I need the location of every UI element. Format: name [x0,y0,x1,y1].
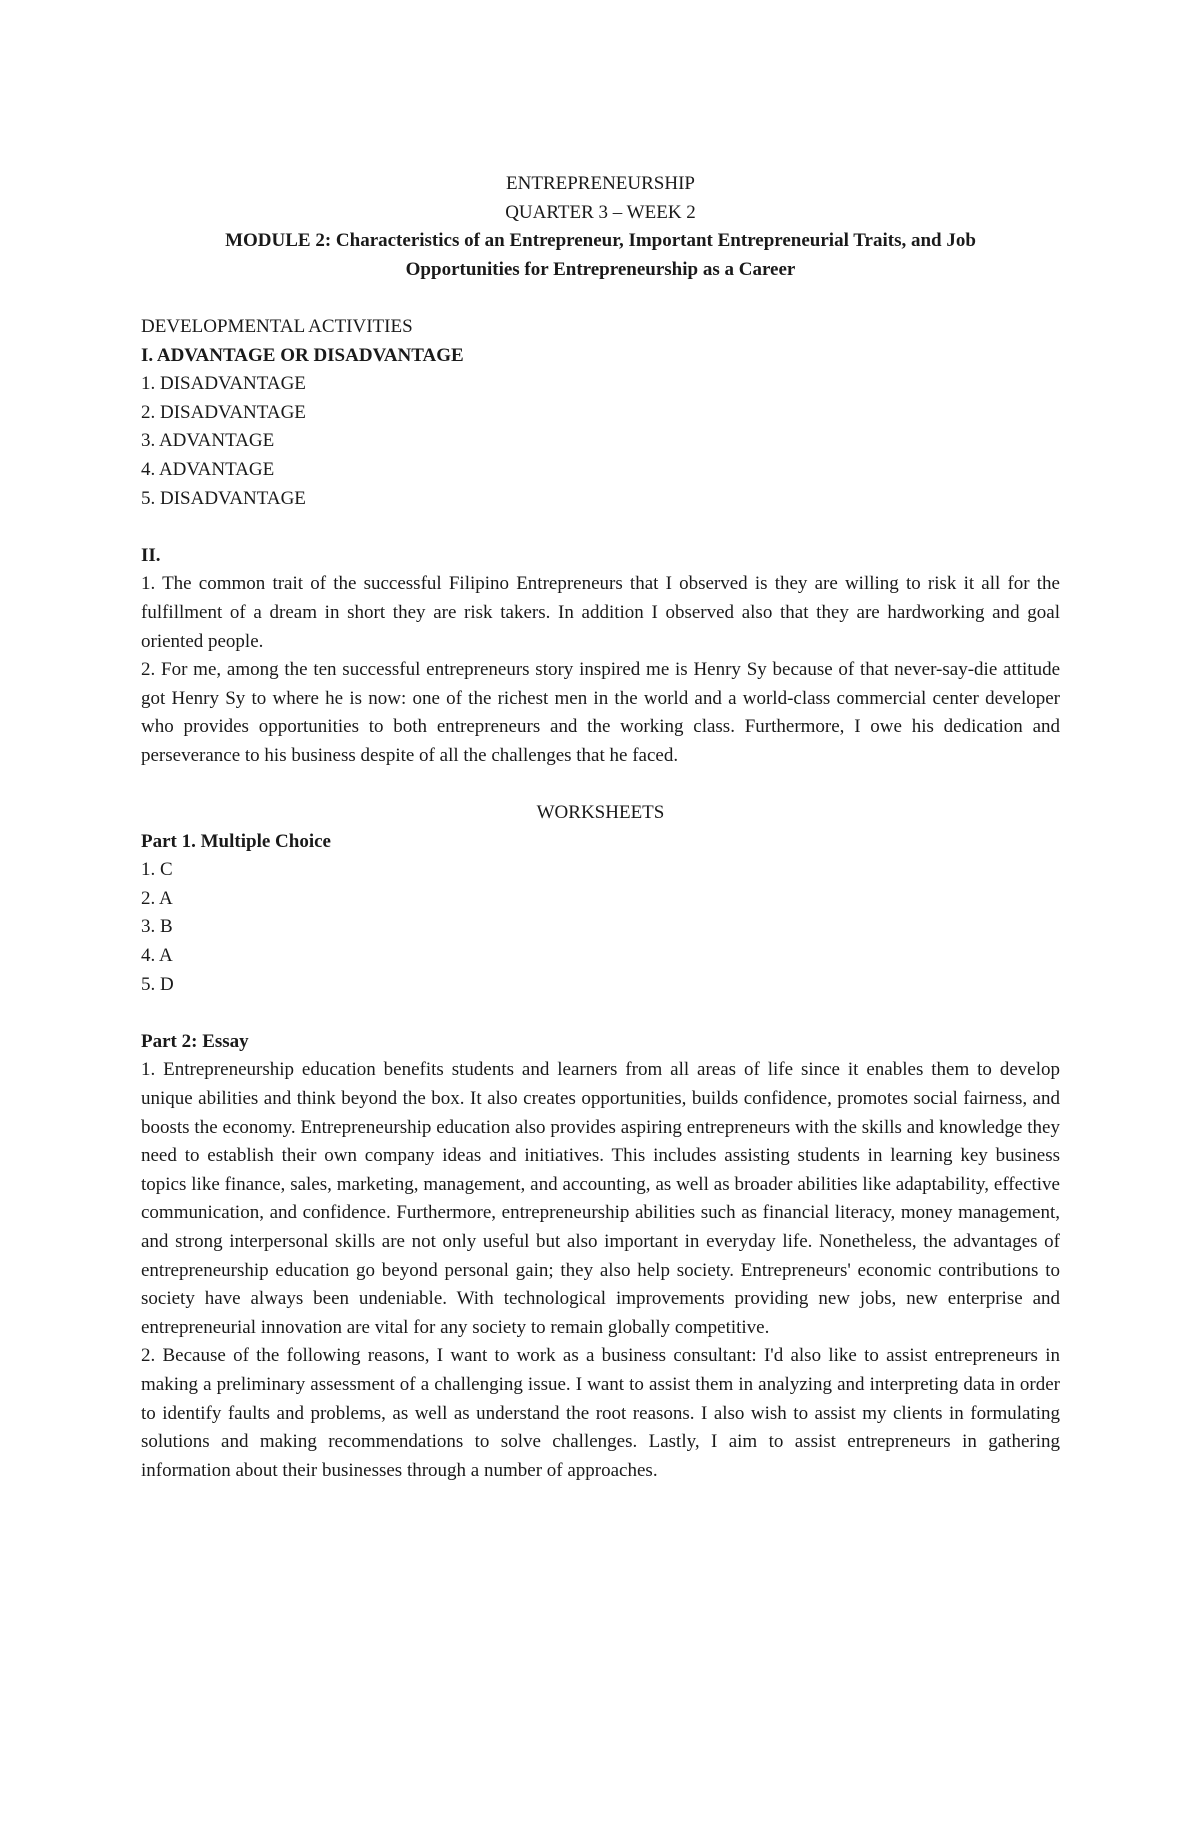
developmental-section [141,313,1060,771]
advantage-heading: I. ADVANTAGE OR DISADVANTAGE [141,344,464,366]
list-item: 4. ADVANTAGE [141,458,275,480]
subject-title: ENTREPRENEURSHIP [506,173,695,194]
quarter-title: QUARTER 3 – WEEK 2 [505,201,696,223]
module-title-line1: MODULE 2: Characteristics of an Entrepreneur, Important Entrepreneurial Traits, and Job [225,230,976,252]
essay-paragraph-2: 2. Because of the following reasons, I want to work as a business consultant: I'd also like to assist entrepreneurs in making a preliminary assessment of a challenging issue. I want to assist them in analyzing and interpreting data in order to identify faults and problems, as well as understand the root reasons. I also wish to assist my clients in formulating solutions and making recommendations to solve challenges. Lastly, I aim to assist entrepreneurs in gathering information about their businesses through a number of approaches. [141,1345,1060,1481]
module-title-line2: Opportunities for Entrepreneurship as a Career [405,258,796,280]
spacer [141,513,1060,542]
developmental-heading: DEVELOPMENTAL ACTIVITIES [141,315,413,337]
spacer [141,770,1060,799]
list-item: 3. ADVANTAGE [141,430,275,452]
title-block [141,170,1060,284]
part-ii-heading: II. [141,544,161,566]
list-item: 1. DISADVANTAGE [141,373,306,395]
list-item: 5. DISADVANTAGE [141,487,306,509]
spacer [141,284,1060,313]
list-item: 2. DISADVANTAGE [141,401,306,423]
list-item: 3. B [141,916,173,938]
worksheets-section [141,799,1060,1485]
answer-paragraph-1: 1. The common trait of the successful Filipino Entrepreneurs that I observed is they are willing to risk it all for the fulfillment of a dream in short they are risk takers. In addition I observed also that they are hardworking and goal oriented people. [141,573,1060,652]
essay-heading: Part 2: Essay [141,1030,249,1052]
answer-paragraph-2: 2. For me, among the ten successful entrepreneurs story inspired me is Henry Sy because of that never-say-die attitude got Henry Sy to where he is now: one of the richest men in the world and a world-class commercial center developer who provides opportunities to both entrepreneurs and the working class. Furthermore, I owe his dedication and perseverance to his business despite of all the challenges that he faced. [141,659,1060,766]
spacer [141,999,1060,1028]
multiple-choice-heading: Part 1. Multiple Choice [141,830,331,852]
list-item: 2. A [141,887,173,909]
list-item: 1. C [141,859,173,881]
essay-paragraph-1: 1. Entrepreneurship education benefits students and learners from all areas of life since it enables them to develop unique abilities and think beyond the box. It also creates opportunities, builds confidence, promotes social fairness, and boosts the economy. Entrepreneurship education also provides aspiring entrepreneurs with the skills and knowledge they need to establish their own company ideas and initiatives. This includes assisting students in learning key business topics like finance, sales, marketing, management, and accounting, as well as broader abilities like adaptability, effective communication, and confidence. Furthermore, entrepreneurship abilities such as financial literacy, money management, and strong interpersonal skills are not only useful but also important in everyday life. Nonetheless, the advantages of entrepreneurship education go beyond personal gain; they also help society. Entrepreneurs' economic contributions to society have always been undeniable. With technological improvements providing new jobs, new enterprise and entrepreneurial innovation are vital for any society to remain globally competitive. [141,1059,1060,1338]
list-item: 5. D [141,973,174,995]
worksheets-heading: WORKSHEETS [536,802,665,824]
list-item: 4. A [141,945,173,967]
